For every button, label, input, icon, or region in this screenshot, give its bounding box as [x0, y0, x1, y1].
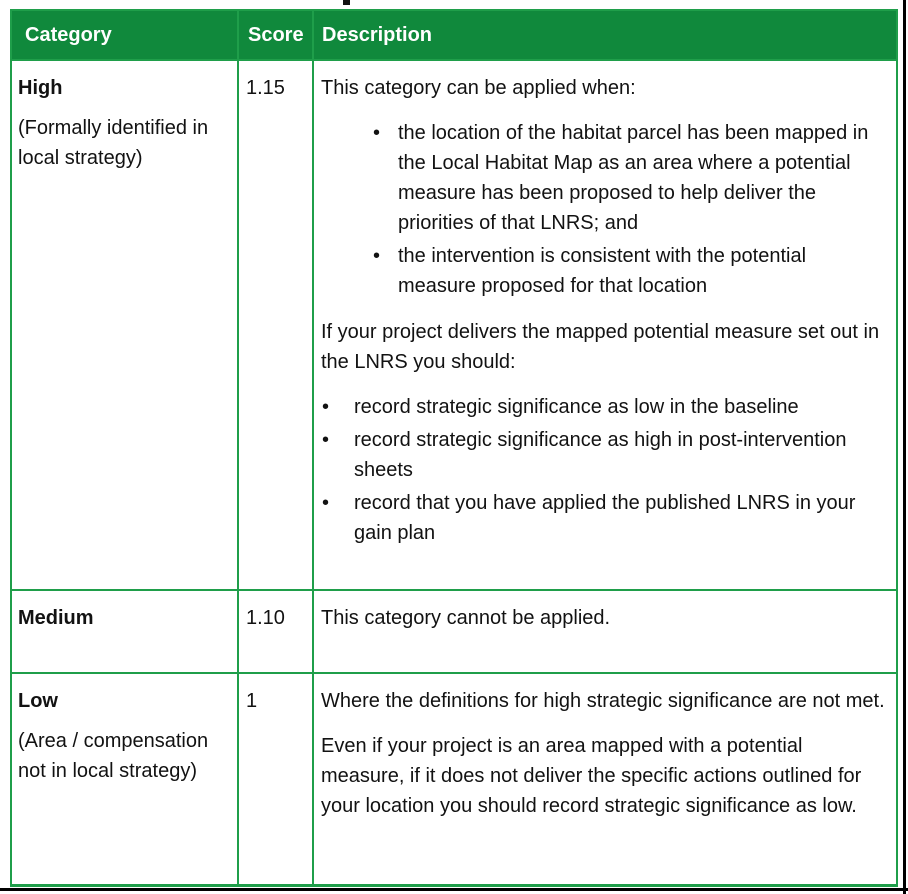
bullet-icon: • [322, 492, 330, 514]
description-cell-low [313, 673, 897, 885]
category-note: (Formally identified in local strategy) [18, 117, 209, 169]
list-item [321, 118, 888, 238]
list-item-text: record that you have applied the published LNRS in your gain plan [354, 492, 856, 544]
list-item [321, 425, 888, 485]
score-cell-medium: 1.10 [238, 590, 313, 673]
strategic-significance-table [10, 9, 898, 887]
table-row-low [11, 673, 897, 885]
bullet-icon: • [322, 396, 330, 418]
list-item-text: record strategic significance as high in post-intervention sheets [354, 429, 847, 481]
category-cell-low [11, 673, 238, 885]
score-cell-high: 1.15 [238, 60, 313, 590]
bullet-icon: • [373, 122, 381, 144]
category-cell-high [11, 60, 238, 590]
table-header-row [11, 10, 897, 60]
page-edge-bottom [0, 888, 908, 891]
bullet-list-should [321, 392, 888, 548]
category-cell-medium [11, 590, 238, 673]
list-item [321, 392, 888, 422]
column-header-score: Score [238, 10, 313, 60]
description-cell-high [313, 60, 897, 590]
category-name: Low [18, 690, 58, 712]
list-item [321, 241, 888, 301]
page-edge-right [903, 0, 906, 894]
list-item-text: the intervention is consistent with the potential measure proposed for that location [398, 245, 807, 297]
description-paragraph: Even if your project is an area mapped with a potential measure, if it does not deliver the specific actions outlined for your location you should record strategic significance as low. [321, 735, 862, 817]
description-cell-medium [313, 590, 897, 673]
bullet-icon: • [373, 245, 381, 267]
column-header-category: Category [11, 10, 238, 60]
description-paragraph: Where the definitions for high strategic significance are not met. [321, 690, 885, 712]
table-row-medium [11, 590, 897, 673]
table-row-high [11, 60, 897, 590]
bullet-list-when [321, 118, 888, 301]
bullet-icon: • [322, 429, 330, 451]
list-item-text: the location of the habitat parcel has been mapped in the Local Habitat Map as an area where a potential measure has been proposed to help deliver the priorities of that LNRS; and [398, 122, 869, 234]
list-item [321, 488, 888, 548]
description-middle: If your project delivers the mapped potential measure set out in the LNRS you should: [321, 321, 880, 373]
category-note: (Area / compensation not in local strategy) [18, 730, 209, 782]
category-name: Medium [18, 607, 94, 629]
description-intro: This category can be applied when: [321, 77, 636, 99]
list-item-text: record strategic significance as low in the baseline [354, 396, 799, 418]
score-cell-low: 1 [238, 673, 313, 885]
cropped-text-artifact [343, 0, 350, 5]
column-header-description: Description [313, 10, 897, 60]
category-name: High [18, 77, 63, 99]
description-text: This category cannot be applied. [321, 607, 611, 629]
